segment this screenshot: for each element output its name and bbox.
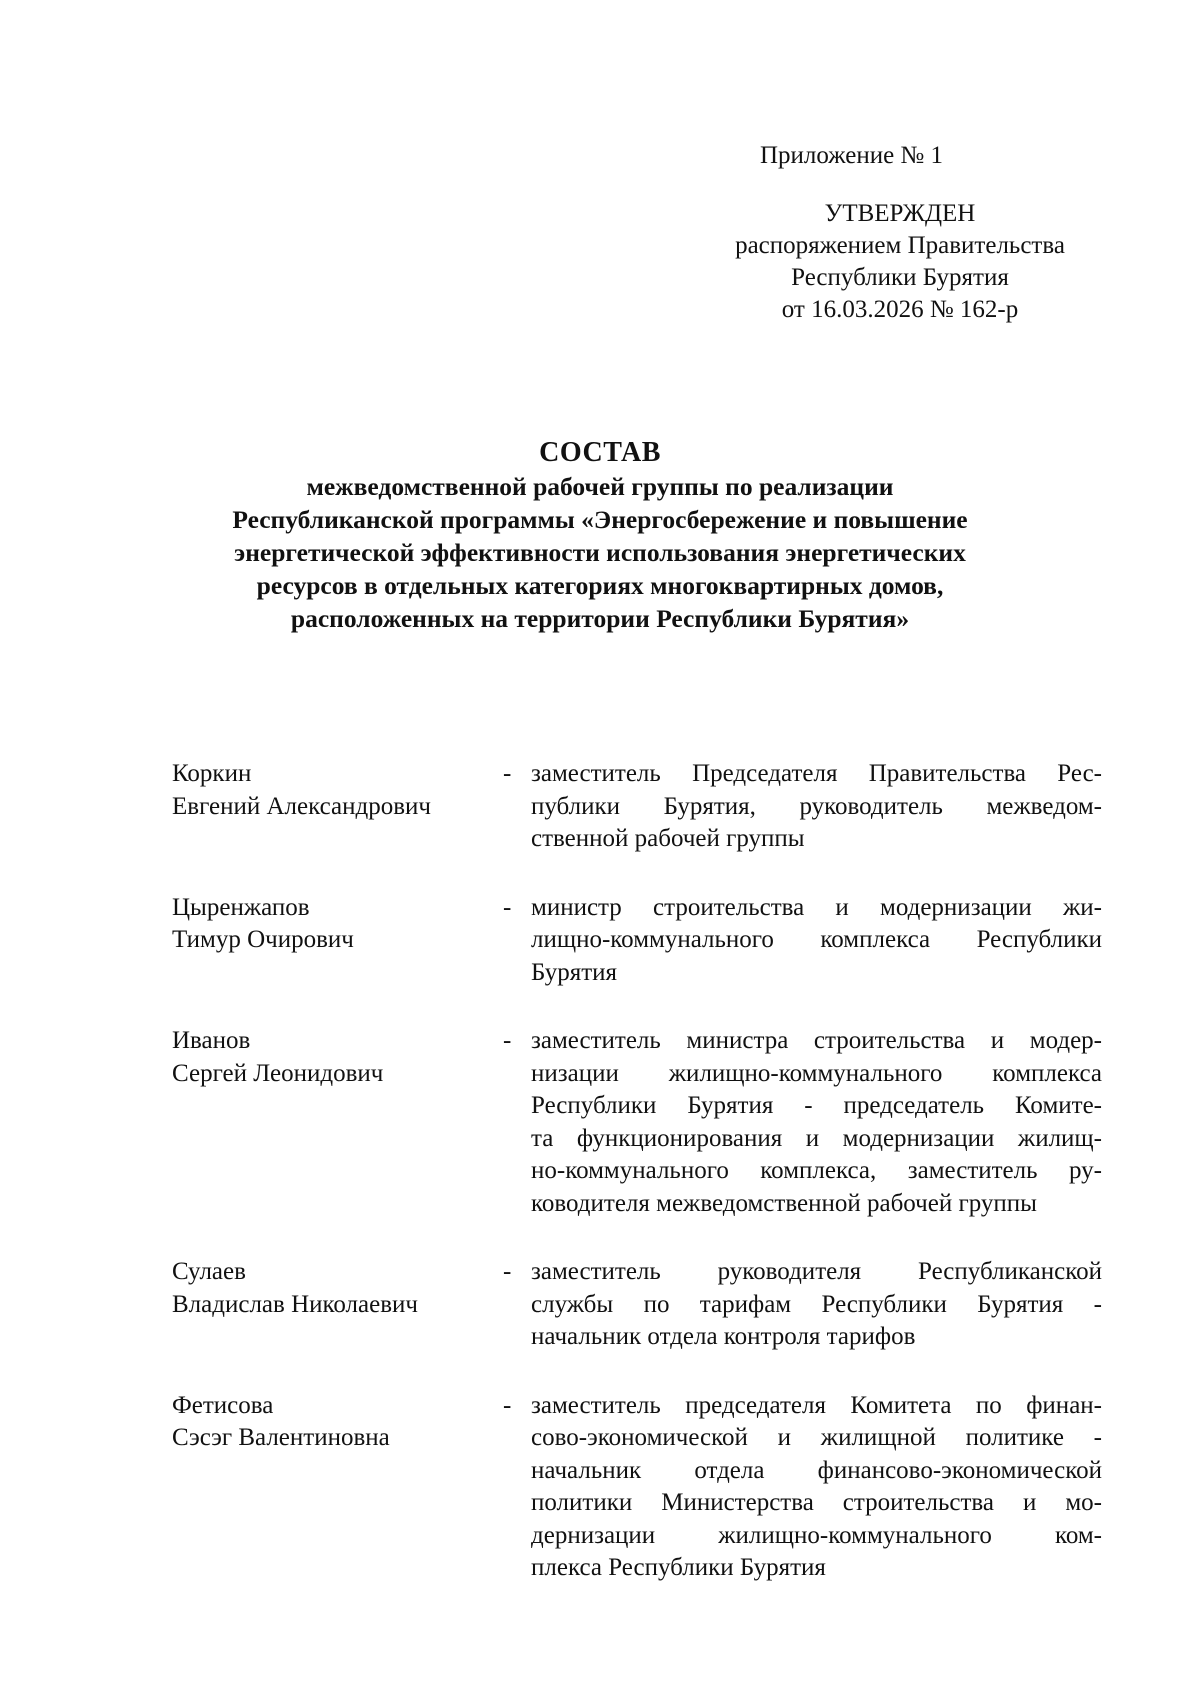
role-line: ственной рабочей группы	[531, 825, 805, 852]
approval-heading: УТВЕРЖДЕН	[824, 200, 976, 227]
members-list	[172, 758, 1112, 1585]
member-dash: -	[503, 1258, 512, 1285]
role-line: заместитель Председателя Правительства Рес-	[531, 760, 1102, 787]
member-role	[531, 892, 1102, 990]
approval-line: распоряжением Правительства	[735, 232, 1065, 259]
member-entry	[172, 1256, 1112, 1354]
role-line: Республики Бурятия - председатель Комите-	[531, 1092, 1102, 1119]
role-line: та функционирования и модернизации жилищ-	[531, 1124, 1102, 1152]
role-line: сово-экономической и жилищной политике -	[531, 1424, 1102, 1451]
member-entry	[172, 758, 1112, 856]
role-line: Бурятия	[531, 958, 618, 986]
member-surname: Цыренжапов	[172, 893, 310, 921]
role-line: службы по тарифам Республики Бурятия -	[531, 1290, 1102, 1318]
member-name	[172, 1256, 503, 1321]
member-surname: Сулаев	[172, 1258, 246, 1285]
member-role	[531, 1256, 1102, 1354]
role-line: но-коммунального комплекса, заместитель ру-	[531, 1157, 1102, 1184]
title-line: Республиканской программы «Энергосбережение и повышение	[232, 505, 968, 534]
member-entry	[172, 1025, 1112, 1220]
member-given-name: Евгений Александрович	[172, 792, 431, 820]
member-role	[531, 1025, 1102, 1220]
title-main: СОСТАВ	[539, 437, 661, 468]
member-name	[172, 1025, 503, 1090]
role-line: министр строительства и модернизации жи-	[531, 893, 1102, 921]
member-entry	[172, 892, 1112, 990]
member-given-name: Сергей Леонидович	[172, 1059, 384, 1087]
role-line: плекса Республики Бурятия	[531, 1554, 826, 1581]
member-role	[531, 1390, 1102, 1585]
member-surname: Коркин	[172, 760, 252, 787]
title-line: межведомственной рабочей группы по реализации	[306, 472, 894, 501]
member-given-name: Тимур Очирович	[172, 926, 354, 953]
role-line: публики Бурятия, руководитель межведом-	[531, 792, 1102, 820]
approval-date-line: от 16.03.2026 № 162-р	[781, 296, 1019, 323]
role-line: низации жилищно-коммунального комплекса	[531, 1059, 1102, 1087]
approval-line: Республики Бурятия	[791, 264, 1009, 291]
role-line: ководителя межведомственной рабочей группы	[531, 1189, 1037, 1217]
role-line: политики Министерства строительства и мо-	[531, 1489, 1102, 1516]
role-line: заместитель руководителя Республиканской	[531, 1258, 1102, 1285]
member-name	[172, 1390, 503, 1455]
member-surname: Фетисова	[172, 1391, 274, 1419]
document-title	[100, 436, 1100, 635]
role-line: заместитель председателя Комитета по финан-	[531, 1391, 1102, 1419]
member-name	[172, 758, 503, 823]
appendix-number: Приложение № 1	[760, 142, 944, 169]
approval-stamp	[700, 198, 1100, 326]
role-line: заместитель министра строительства и модер-	[531, 1027, 1102, 1054]
member-dash: -	[503, 893, 512, 921]
member-surname: Иванов	[172, 1027, 251, 1054]
role-line: лищно-коммунального комплекса Республики	[531, 926, 1102, 953]
member-name	[172, 892, 503, 957]
title-line: ресурсов в отдельных категориях многоквартирных домов,	[256, 571, 944, 600]
member-dash: -	[503, 1027, 512, 1054]
member-entry	[172, 1390, 1112, 1585]
title-line: энергетической эффективности использования энергетических	[234, 538, 966, 567]
member-given-name: Владислав Николаевич	[172, 1290, 418, 1318]
role-line: дернизации жилищно-коммунального ком-	[531, 1521, 1102, 1549]
role-line: начальник отдела контроля тарифов	[531, 1323, 916, 1350]
role-line: начальник отдела финансово-экономической	[531, 1456, 1102, 1484]
member-given-name: Сэсэг Валентиновна	[172, 1424, 390, 1451]
member-dash: -	[503, 1391, 512, 1419]
member-role	[531, 758, 1102, 856]
member-dash: -	[503, 760, 512, 787]
title-line: расположенных на территории Республики Бурятия»	[290, 604, 910, 633]
